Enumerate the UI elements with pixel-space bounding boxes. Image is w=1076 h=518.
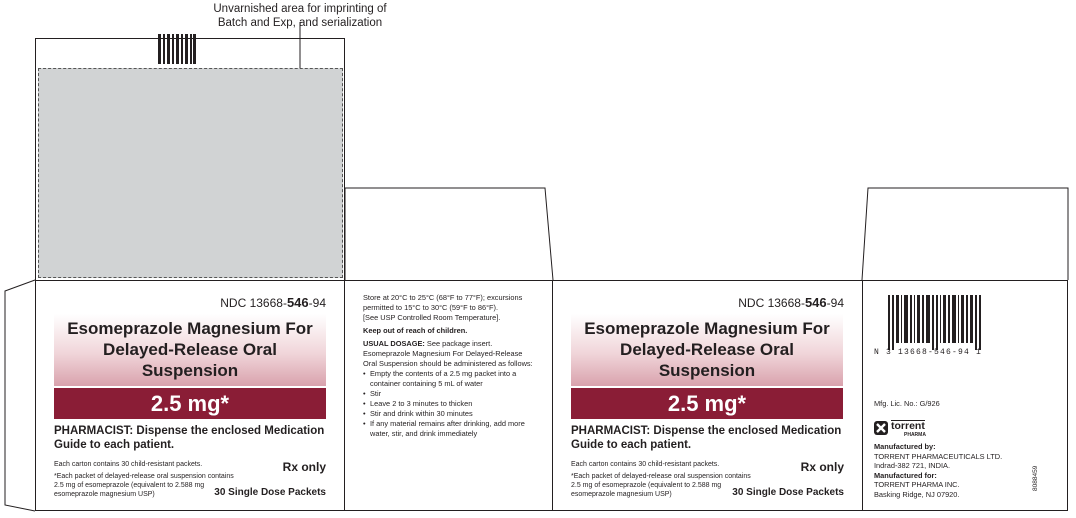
glue-tab-outline — [5, 280, 35, 511]
pharmacist-instruction: PHARMACIST: Dispense the enclosed Medication Guide to each patient. — [571, 425, 842, 451]
carton-contents: Each carton contains 30 child-resistant packets. — [571, 461, 720, 468]
packet-count: 30 Single Dose Packets — [214, 487, 326, 498]
keep-out-warning: Keep out of reach of children. — [363, 326, 468, 335]
strength-banner: 2.5 mg* — [571, 388, 843, 419]
rx-only: Rx only — [800, 460, 844, 474]
serialization-barcode-icon — [158, 34, 196, 64]
dosing-steps — [363, 369, 543, 439]
side-flap-outline — [345, 188, 553, 280]
front-panel-left — [35, 280, 345, 511]
side-panel — [345, 280, 553, 511]
note-line-1: Unvarnished area for imprinting of — [213, 3, 387, 15]
packet-footnote: *Each packet of delayed-release oral suspension contains 2.5 mg of esomeprazole (equivalent to 2.588 mg esomeprazole magnesium USP) — [54, 473, 234, 498]
step-item: • Empty the contents of a 2.5 mg packet into a container containing 5 mL of water — [363, 369, 543, 389]
pharmacist-instruction: PHARMACIST: Dispense the enclosed Medication Guide to each patient. — [54, 425, 325, 451]
note-line-2: Batch and Exp, and serialization — [217, 17, 383, 29]
torrent-logo-icon — [874, 421, 888, 435]
rx-only: Rx only — [282, 460, 326, 474]
step-item: • Leave 2 to 3 minutes to thicken — [363, 399, 543, 409]
mfg-license: Mfg. Lic. No.: G/926 — [874, 399, 940, 408]
step-item: • Stir — [363, 389, 543, 399]
step-item: • If any material remains after drinking, add more water, stir, and drink immediately — [363, 419, 543, 439]
torrent-logo: torrent PHARMA — [874, 420, 964, 438]
ndc-number: NDC 13668-546-94 — [738, 295, 844, 310]
artwork-code: 8088459 — [1032, 465, 1039, 491]
manufacturer-info: Manufactured by: TORRENT PHARMACEUTICALS LTD. Indrad-382 721, INDIA. Manufactured for: TORRENT PHARMA INC. Basking Ridge, NJ 07920. — [874, 442, 1003, 499]
carton-contents: Each carton contains 30 child-resistant packets. — [54, 461, 203, 468]
packet-count: 30 Single Dose Packets — [732, 487, 844, 498]
ndc-number: NDC 13668-546-94 — [220, 295, 326, 310]
right-flap-outline — [862, 188, 1068, 280]
unvarnished-area — [38, 68, 343, 278]
back-panel — [862, 280, 1068, 511]
barcode-digits: N 3 13668-546-94 1 — [874, 348, 983, 357]
storage-instructions: Store at 20°C to 25°C (68°F to 77°F); excursions permitted to 15°C to 30°C (59°F to 86°F). [See USP Controlled Room Temperature]. Keep out of reach of children. USUAL DOSAGE: See package insert. Esomeprazole Magnesium For Delayed-Release Oral Suspension should be administered as follows: • Empty the contents of a 2.5 mg packet into a container containing 5 mL of water • Stir • Leave 2 to 3 minutes to thicken • Stir and drink within 30 minutes • If any material remains after drinking, add more water, stir, and drink immediately — [363, 293, 543, 439]
product-title: Esomeprazole Magnesium For Delayed-Release Oral Suspension — [571, 314, 843, 386]
packet-footnote: *Each packet of delayed-release oral suspension contains 2.5 mg of esomeprazole (equivalent to 2.588 mg esomeprazole magnesium USP) — [571, 473, 751, 498]
strength-banner: 2.5 mg* — [54, 388, 326, 419]
upc-barcode-icon — [882, 295, 992, 350]
product-title: Esomeprazole Magnesium For Delayed-Release Oral Suspension — [54, 314, 326, 386]
front-panel-right — [553, 280, 863, 511]
step-item: • Stir and drink within 30 minutes — [363, 409, 543, 419]
